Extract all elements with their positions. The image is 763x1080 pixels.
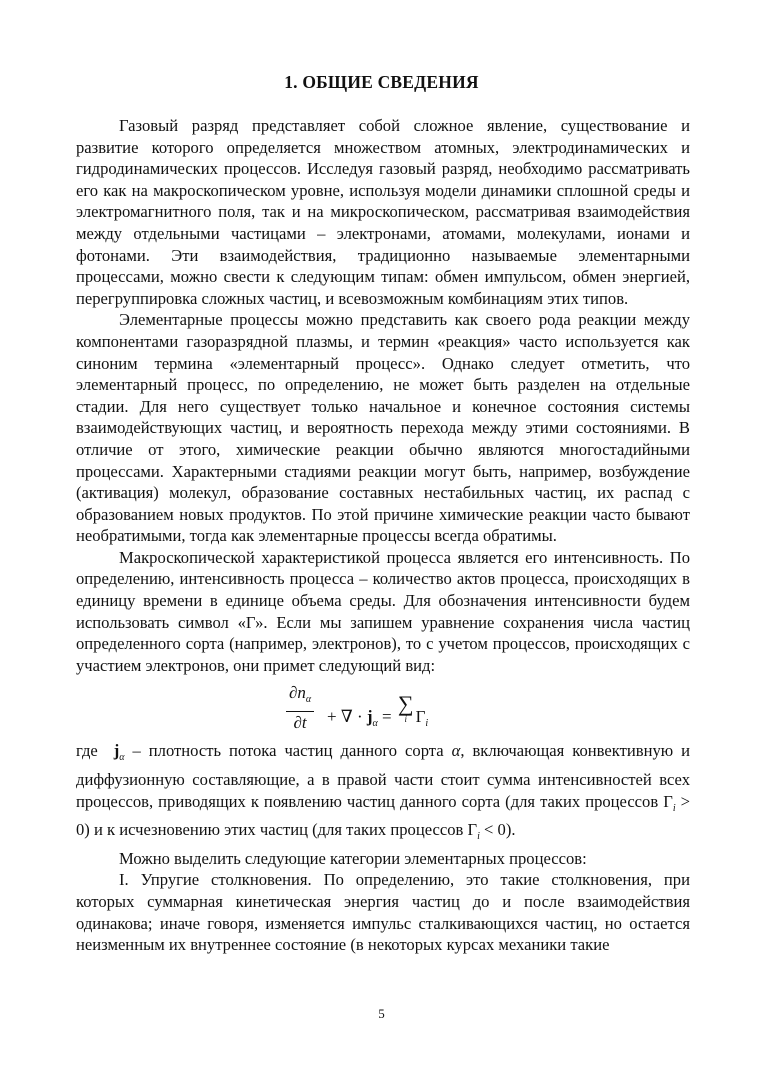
fraction-denominator: ∂t: [293, 713, 307, 733]
equation-rest: + ∇ · $j_\alpha$ = ∑ i $\Gamma_i$: [327, 691, 429, 730]
page-number: 5: [378, 1006, 385, 1021]
paragraph-intensity: Макроскопической характеристикой процесса является его интенсивность. По определению, интенсивность процесса – количество актов процесса, происходящих в единицу времени в единице объема среды. Для обозначения интенсивности будем использовать символ «Г». Если мы запишем уравнение сохранения числа частиц определенного сорта (например, электронов), то с учетом процессов, происходящих с участием электронов, они примет следующий вид:: [76, 547, 690, 675]
equals-sign: =: [377, 707, 396, 727]
nabla-operator: + ∇ ·: [327, 707, 367, 727]
flux-vector: j: [366, 707, 373, 727]
paragraph-categories-intro: Можно выделить следующие категории элементарных процессов:: [119, 848, 587, 868]
continuity-equation: [76, 676, 690, 740]
gamma-symbol: Γ: [415, 707, 426, 727]
body-text: [76, 115, 690, 956]
paragraph-equation-explanation: где $j_\alpha$ – плотность потока частиц данного сорта α, включающая конвективную и диффузионную составляющие, а в правой части стоит сумма интенсивностей всех процессов, приводящих к появлению частиц данного сорта (для таких процессов $\Gamma_i > 0$) и к исчезновению этих частиц (для таких процессов $\Gamma_i < 0$).: [76, 741, 690, 843]
summation: ∑ i: [397, 691, 414, 725]
paragraph-elementary-processes: Элементарные процессы можно представить как своего рода реакции между компонентами газоразрядной плазмы, и термин «реакция» часто используется как синоним термина «элементарный процесс». Однако следует отметить, что элементарный процесс, по определению, не может быть разделен на отдельные стадии. Для него существует только начальное и конечное состояния системы взаимодействующих частиц, и вероятность перехода между этими состояниями. В отличие от этого, химические реакции обычно являются многостадийными процессами. Характерными стадиями реакции могут быть, например, возбуждение (активация) молекул, образование составных нестабильных частиц, их распад с образованием новых продуктов. По этой причине химические реакции часто бывают необратимыми, тогда как элементарные процессы всегда обратимы.: [76, 310, 690, 546]
paragraph-elastic-collisions: I. Упругие столкновения. По определению, это такие столкновения, при которых суммарная кинетическая энергия частиц до и после взаимодействия одинакова; иначе говоря, изменяется импульс сталкивающихся частиц, но остается неизменным их внутреннее состояние (в некоторых курсах механики такие: [76, 870, 690, 955]
fraction-numerator: $\partial n_\alpha$: [289, 683, 312, 706]
section-heading: 1. ОБЩИЕ СВЕДЕНИЯ: [284, 72, 479, 92]
time-derivative-fraction: [286, 682, 314, 734]
paragraph-intro: Газовый разряд представляет собой сложное явление, существование и развитие которого определяется множеством атомных, электродинамических и гидродинамических процессов. Исследуя газовый разряд, необходимо рассматривать его как на макроскопическом уровне, используя модели динамики сплошной среды и электромагнитного поля, так и на микроскопическом, рассматривая взаимодействия между отдельными частицами – электронами, атомами, молекулами, ионами и фотонами. Эти взаимодействия, традиционно называемые элементарными процессами, можно свести к следующим типам: обмен импульсом, обмен энергией, перегруппировка сложных частиц, и всевозможным комбинациям этих типов.: [76, 116, 690, 308]
